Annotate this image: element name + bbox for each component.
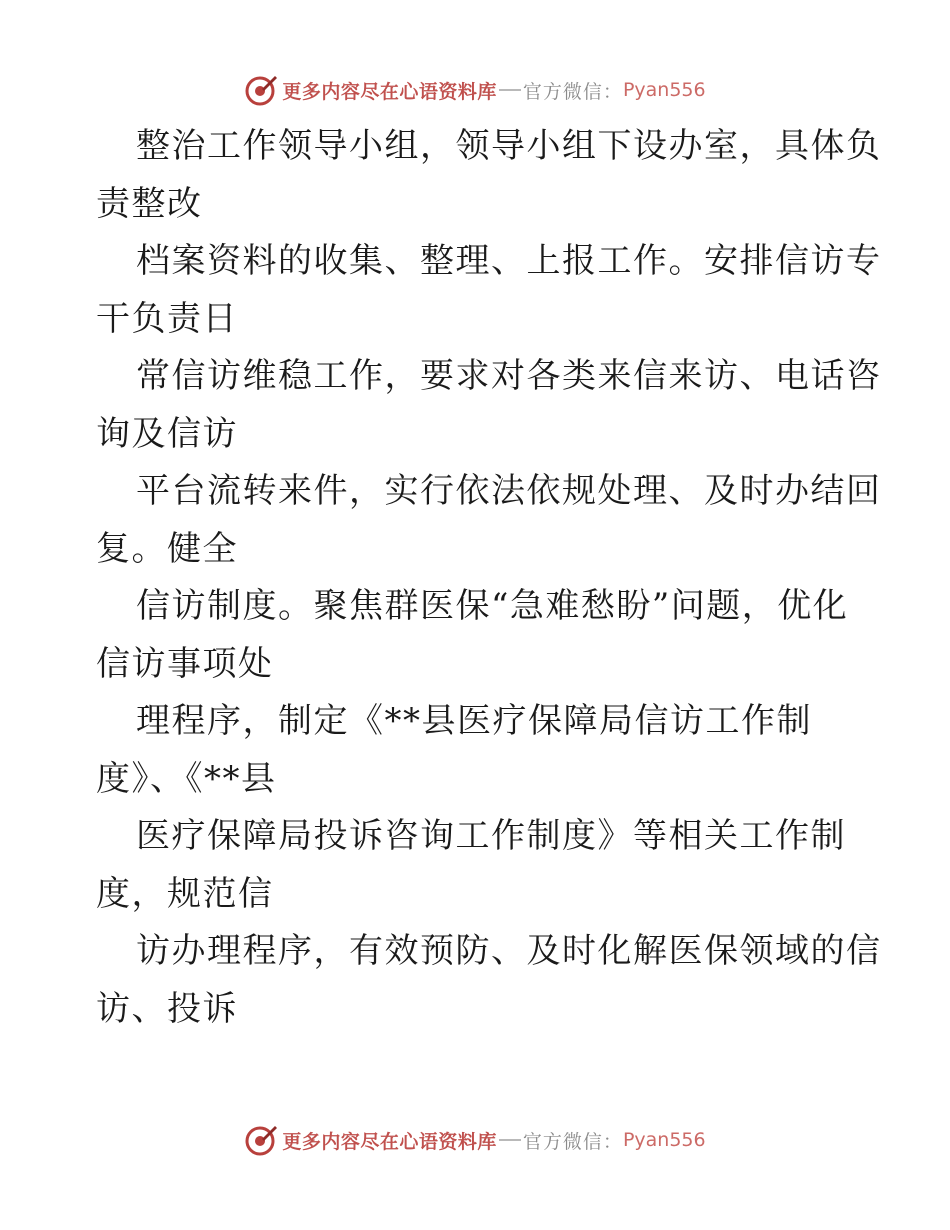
footer-dash (499, 1139, 521, 1141)
body-line: 信访事项处 (96, 643, 274, 684)
footer-banner (0, 1120, 950, 1160)
body-line: 访、投诉 (96, 988, 238, 1029)
body-line: 信访制度。聚焦群医保“急难愁盼”问题，优化 (136, 586, 849, 626)
body-line: 责整改 (96, 183, 203, 224)
body-line: 干负责日 (96, 298, 238, 339)
document-body (96, 118, 882, 1038)
body-line: 医疗保障局投诉咨询工作制度》等相关工作制 (136, 816, 846, 856)
header-dash (499, 89, 521, 91)
header-banner (0, 70, 950, 110)
body-line: 常信访维稳工作，要求对各类来信来访、电话咨 (136, 356, 882, 396)
pen-circle-logo-icon (244, 1123, 278, 1157)
body-line: 档案资料的收集、整理、上报工作。安排信访专 (136, 241, 882, 281)
body-line: 整治工作领导小组，领导小组下设办室，具体负 (136, 126, 882, 166)
body-line: 询及信访 (96, 413, 238, 454)
body-line: 度》、《**县 (96, 758, 277, 799)
header-wechat-label: 官方微信： (522, 80, 623, 103)
header-site-text: 更多内容尽在心语资料库 (282, 80, 497, 103)
footer-wechat-label: 官方微信： (522, 1130, 623, 1153)
body-line: 理程序，制定《**县医疗保障局信访工作制 (136, 701, 812, 741)
body-line: 平台流转来件，实行依法依规处理、及时办结回 (136, 471, 882, 511)
body-line: 访办理程序，有效预防、及时化解医保领域的信 (136, 931, 882, 971)
footer-site-text: 更多内容尽在心语资料库 (282, 1130, 497, 1153)
body-line: 复。健全 (96, 528, 238, 569)
header-wechat-id: Pyan556 (622, 79, 706, 101)
footer-wechat-id: Pyan556 (622, 1129, 706, 1151)
body-line: 度，规范信 (96, 873, 274, 914)
pen-circle-logo-icon (244, 73, 278, 107)
